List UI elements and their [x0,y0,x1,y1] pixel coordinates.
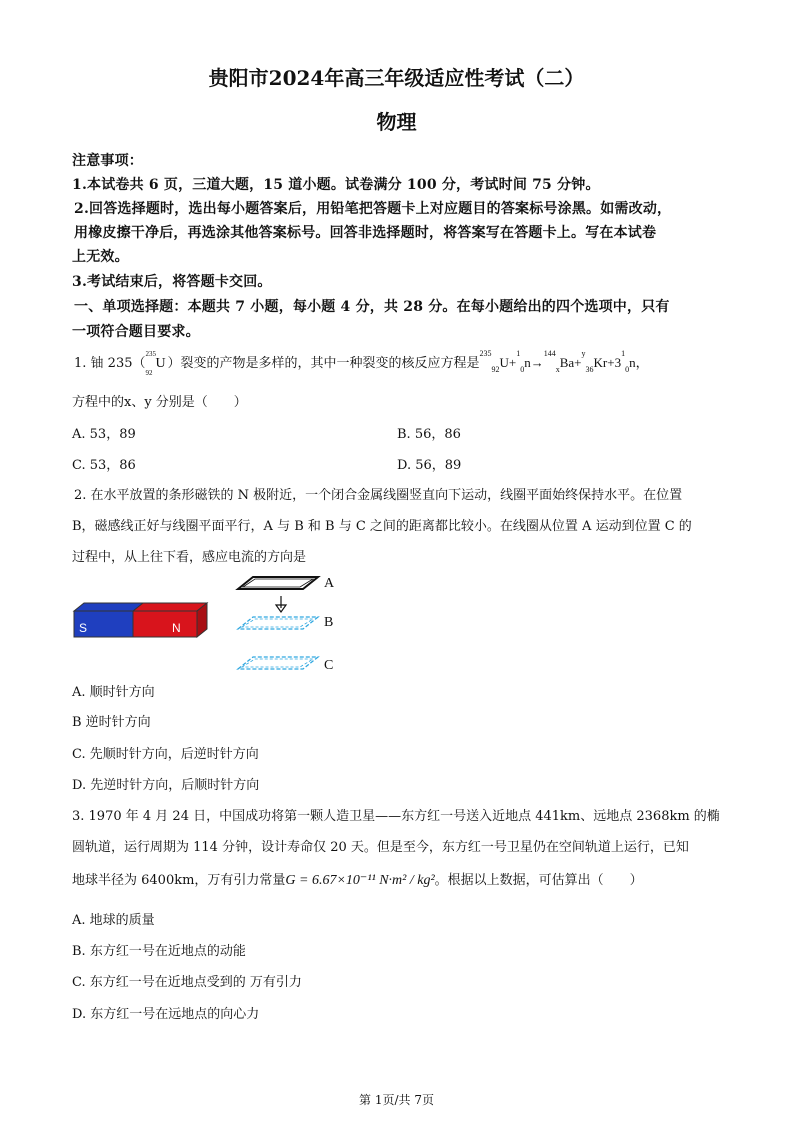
question-3-line-2: 圆轨道，运行周期为 114 分钟，设计寿命仅 20 天。但是至今，东方红一号卫星仍在空间轨道上运行，已知 [72,840,689,855]
notice-item-2-line-2: 用橡皮擦干净后，再选涂其他答案标号。回答非选择题时，将答案写在答题卡上。写在本试卷 [74,225,657,241]
notice-item-1: 1.本试卷共 6 页，三道大题，15 道小题。试卷满分 100 分，考试时间 75 分钟。 [72,177,600,193]
coil-position-a-inner [243,579,313,587]
question-1-line-2: 方程中的x、y 分别是（ ） [72,395,247,410]
question-1-mid: ）裂变的产物是多样的，其中一种裂变的核反应方程是 [167,356,480,371]
question-2-option-b[interactable]: B 逆时针方向 [72,715,151,730]
magnet-coil-figure [70,568,360,680]
question-2-option-c[interactable]: C. 先顺时针方向，后逆时针方向 [72,747,259,762]
notice-item-2-line-1: 2.回答选择题时，选出每小题答案后，用铅笔把答题卡上对应题目的答案标号涂黑。如需改动， [74,201,672,217]
question-3-option-b[interactable]: B. 东方红一号在近地点的动能 [72,944,246,959]
subject-title: 物理 [376,110,417,134]
notice-item-2-line-3: 上无效。 [72,249,129,265]
nuclear-equation: $^{235}_{92}U+^1_0n\to^{144}_xBa+^y_{36}Kr+3^1_0n$ [479,349,636,374]
question-2-line-3: 过程中，从上往下看，感应电流的方向是 [72,550,307,565]
question-3-line-1: 3. 1970 年 4 月 24 日，中国成功将第一颗人造卫星——东方红一号送入近地点 441km、远地点 2368km 的椭 [72,809,720,824]
question-3-line-3-pre: 地球半径为 6400km，万有引力常量 [72,873,286,888]
gravitational-constant: G = 6.67×10⁻¹¹ N·m² / kg² [285,873,435,888]
question-1-option-b[interactable]: B. 56，86 [397,427,461,442]
coil-position-b-inner [242,619,313,627]
notice-item-3: 3.考试结束后，将答题卡交回。 [72,274,272,290]
section-1-heading-line-1: 一、单项选择题：本题共 7 小题，每小题 4 分，共 28 分。在每小题给出的四个选项中，只有 [74,299,670,315]
question-2-option-a[interactable]: A. 顺时针方向 [72,685,155,700]
question-3-line-3-post: 。根据以上数据，可估算出（ ） [434,873,643,888]
label-a: A [324,576,335,591]
notice-heading: 注意事项： [72,153,143,169]
page-title: 贵阳市2024年高三年级适应性考试（二） [208,66,585,90]
question-2-option-d[interactable]: D. 先逆时针方向，后顺时针方向 [72,778,260,793]
question-1-option-c[interactable]: C. 53，86 [72,458,136,473]
question-1-line-1 [74,349,649,377]
question-2-line-1: 2. 在水平放置的条形磁铁的 N 极附近，一个闭合金属线圈竖直向下运动，线圈平面始终保持水平。在位置 [74,488,683,503]
question-1-option-d[interactable]: D. 56，89 [397,458,462,473]
question-1-option-a[interactable]: A. 53，89 [72,427,136,442]
page-number: 第 1页/共 7页 [359,1093,434,1107]
magnet-n-top-face [133,603,207,611]
coil-position-c-inner [242,659,313,667]
magnet-s-label: S [79,621,88,635]
question-3-option-c[interactable]: C. 东方红一号在近地点受到的 万有引力 [72,975,302,990]
magnet-n-pole [133,611,197,637]
uranium-235-symbol: 235 92 U [145,349,166,377]
question-3-option-a[interactable]: A. 地球的质量 [72,913,155,928]
question-3-option-d[interactable]: D. 东方红一号在远地点的向心力 [72,1007,260,1022]
question-2-line-2: B，磁感线正好与线圈平面平行，A 与 B 和 B 与 C 之间的距离都比较小。在线圈从位置 A 运动到位置 C 的 [72,519,692,534]
question-3-line-3 [72,869,643,889]
label-b: B [324,615,334,630]
label-c: C [324,658,334,673]
magnet-n-label: N [172,621,181,635]
question-1-suffix: ， [635,356,649,371]
section-1-heading-line-2: 一项符合题目要求。 [72,324,200,340]
magnet-coil-diagram [70,568,360,680]
question-1-prefix: 1. 铀 235（ [74,356,146,371]
